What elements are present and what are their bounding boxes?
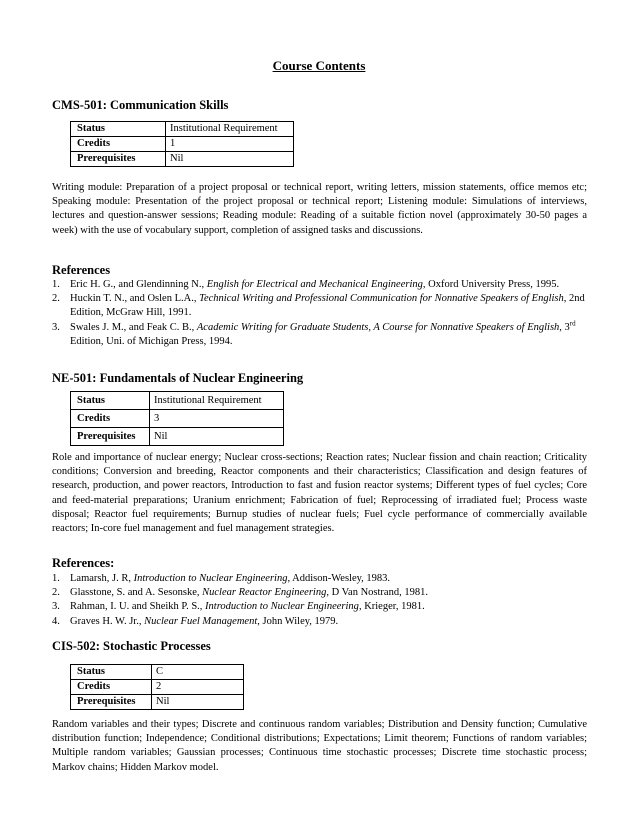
table-row xyxy=(71,137,294,152)
table-value: 3 xyxy=(150,410,284,428)
table-row xyxy=(71,152,294,167)
reference-text: , Oxford University Press, 1995. xyxy=(422,279,560,290)
reference-text: Swales J. M., and Feak C. B., xyxy=(70,321,197,333)
reference-text: , 2nd Edition, McGraw Hill, 1991. xyxy=(70,293,585,319)
table-value: 1 xyxy=(166,137,294,152)
list-item xyxy=(52,572,587,586)
table-value: Nil xyxy=(152,695,244,710)
reference-text: Graves H. W. Jr., xyxy=(70,615,145,627)
reference-text: Eric H. G., and Glendinning N., xyxy=(70,279,207,290)
table-key: Credits xyxy=(71,680,152,695)
table-value: Institutional Requirement xyxy=(166,122,294,137)
reference-text: Lamarsh, J. R, xyxy=(70,573,134,584)
reference-number: 3. xyxy=(52,601,60,613)
table-value: Nil xyxy=(166,152,294,167)
table-key: Credits xyxy=(71,410,150,428)
course-heading-cis502: CIS-502: Stochastic Processes xyxy=(52,639,211,653)
page-title: Course Contents xyxy=(272,58,366,73)
table-value: 2 xyxy=(152,680,244,695)
list-item xyxy=(52,615,587,629)
list-item xyxy=(52,586,587,600)
table-row xyxy=(71,428,284,446)
course-info-table-cis502 xyxy=(70,664,244,710)
reference-number: 3. xyxy=(52,321,60,333)
table-key: Status xyxy=(71,665,152,680)
table-key: Prerequisites xyxy=(71,428,150,446)
reference-text: , John Wiley, 1979. xyxy=(257,615,339,627)
table-key: Status xyxy=(71,392,150,410)
list-item xyxy=(52,292,587,320)
reference-title: Introduction to Nuclear Engineering xyxy=(205,601,359,613)
list-item xyxy=(52,278,587,292)
reference-title: Nuclear Reactor Engineering xyxy=(202,587,327,599)
table-row xyxy=(71,695,244,710)
table-key: Status xyxy=(71,122,166,137)
references-heading-ne501: References: xyxy=(52,556,115,570)
reference-title: Introduction to Nuclear Engineering xyxy=(133,573,288,584)
course-info-table-ne501 xyxy=(70,391,284,446)
reference-number: 2. xyxy=(52,587,60,599)
table-key: Credits xyxy=(71,137,166,152)
reference-title: Technical Writing and Professional Communication for Nonnative Speakers of English xyxy=(199,293,564,305)
table-row xyxy=(71,122,294,137)
reference-superscript: rd xyxy=(569,319,576,328)
reference-text: Edition, Uni. of Michigan Press, 1994. xyxy=(70,335,233,347)
table-key: Prerequisites xyxy=(71,695,152,710)
reference-number: 2. xyxy=(52,293,60,305)
references-heading-cms501: References xyxy=(52,263,111,277)
course-description-ne501: Role and importance of nuclear energy; Nuclear cross-sections; Reaction rates; Nuclear fission and chain reaction; Criticality conditions; Conversion and breeding, Reactor components and their characteristics; Classification and design features of research, production, and power reactors, Introduction to fast and fusion reactor systems; Different types of fuel cycles; Core and feed-material preparations; Uranium enrichment; Fabrication of fuel; Reprocessing of irradiated fuel; Process waste disposal; Reactor fuel requirements; Burnup studies of nuclear fuels; Fuel cycle performance of commercially available reactors; In-core fuel management and fuel management strategies. xyxy=(52,452,587,535)
reference-text: Rahman, I. U. and Sheikh P. S., xyxy=(70,601,206,613)
reference-text: Huckin T. N., and Oslen L.A., xyxy=(70,293,200,305)
course-heading-ne501: NE-501: Fundamentals of Nuclear Engineering xyxy=(52,371,304,385)
table-row xyxy=(71,680,244,695)
table-row xyxy=(71,410,284,428)
reference-text: , 3 xyxy=(559,321,570,333)
table-row xyxy=(71,392,284,410)
table-value: C xyxy=(152,665,244,680)
course-info-table-cms501 xyxy=(70,121,294,167)
list-item xyxy=(52,600,587,614)
reference-number: 1. xyxy=(52,573,60,584)
reference-number: 1. xyxy=(52,279,60,290)
list-item xyxy=(52,321,587,349)
reference-text: , D Van Nostrand, 1981. xyxy=(326,587,428,599)
references-list-ne501 xyxy=(52,572,587,629)
table-value: Institutional Requirement xyxy=(150,392,284,410)
table-value: Nil xyxy=(150,428,284,446)
reference-text: , Krieger, 1981. xyxy=(358,601,425,613)
reference-title: Academic Writing for Graduate Students, A Course for Nonnative Speakers of English xyxy=(196,321,560,333)
course-heading-cms501: CMS-501: Communication Skills xyxy=(52,98,229,112)
references-list-cms501 xyxy=(52,278,587,349)
reference-title: Nuclear Fuel Management xyxy=(144,615,258,627)
reference-title: English for Electrical and Mechanical Engineering xyxy=(206,279,423,290)
reference-text: Glasstone, S. and A. Sesonske, xyxy=(70,587,203,599)
course-description-cis502: Random variables and their types; Discrete and continuous random variables; Distribution and Density function; Cumulative distribution function; Independence; Conditional distributions; Expectations; Limit theorem; Functions of random variables; Multiple random variables; Gaussian processes; Continuous time stochastic processes; Discrete time stochastic process; Markov chains; Hidden Markov model. xyxy=(52,719,587,773)
reference-number: 4. xyxy=(52,615,60,627)
table-key: Prerequisites xyxy=(71,152,166,167)
course-description-cms501: Writing module: Preparation of a project proposal or technical report, writing letters, mission statements, office memos etc; Speaking module: Presentation of the project proposal or technical report; Listening module: Simulations of interviews, lectures and question-answer sessions; Reading module: Reading of a suitable fiction novel (approximately 30-50 pages a week) with the use of vocabulary support, completion of assigned tasks and discussions. xyxy=(52,182,587,236)
reference-text: , Addison-Wesley, 1983. xyxy=(287,573,391,584)
table-row xyxy=(71,665,244,680)
